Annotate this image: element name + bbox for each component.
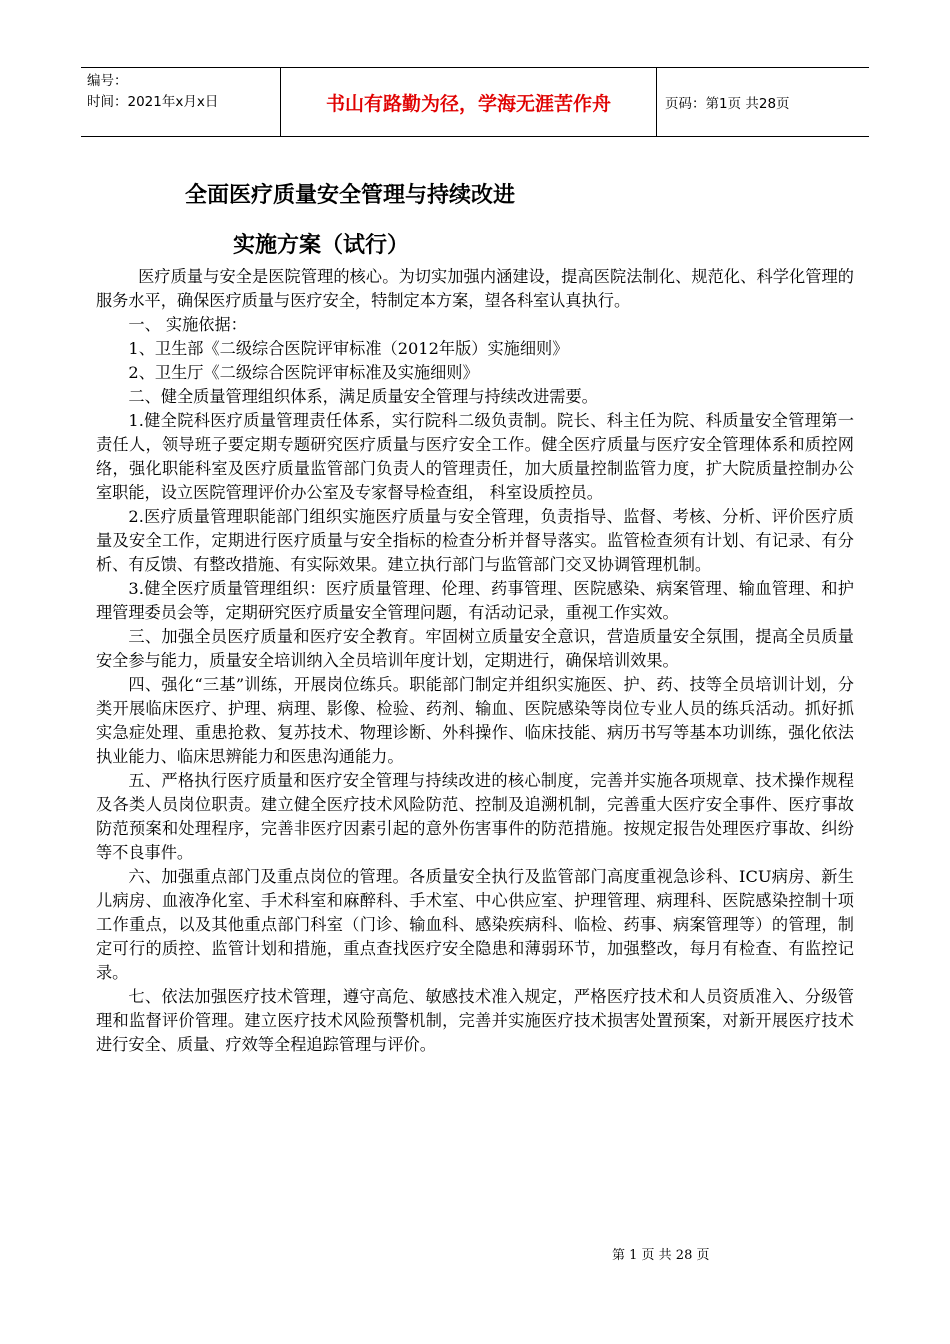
header-table (81, 67, 869, 137)
paragraph-item-2-1: 1.健全院科医疗质量管理责任体系，实行院科二级负责制。院长、科主任为院、科质量安全管理第一责任人，领导班子要定期专题研究医疗质量与医疗安全工作。健全医疗质量与医疗安全管理体系和质控网络，强化职能科室及医疗质量监管部门负责人的管理责任，加大质量控制监管力度，扩大院质量控制办公室职能，设立医院管理评价办公室及专家督导检查组， 科室设质控员。 (96, 411, 854, 502)
paragraph-basis-2: 2、卫生厅《二级综合医院评审标准及实施细则》 (128, 363, 479, 382)
paragraph-section-4: 四、强化“三基”训练，开展岗位练兵。职能部门制定并组织实施医、护、药、技等全员培训计划，分类开展临床医疗、护理、病理、影像、检验、药剂、输血、医院感染等岗位专业人员的练兵活动。抓好抓实急症处理、重患抢救、复苏技术、物理诊断、外科操作、临床技能、病历书写等基本功训练，强化依法执业能力、临床思辨能力和医患沟通能力。 (96, 675, 854, 766)
paragraph-section-7: 七、依法加强医疗技术管理，遵守高危、敏感技术准入规定，严格医疗技术和人员资质准入、分级管理和监督评价管理。建立医疗技术风险预警机制，完善并实施医疗技术损害处置预案，对新开展医疗技术进行安全、质量、疗效等全程追踪管理与评价。 (96, 987, 854, 1054)
paragraph-item-2-3: 3.健全医疗质量管理组织：医疗质量管理、伦理、药事管理、医院感染、病案管理、输血管理、和护理管理委员会等，定期研究医疗质量安全管理问题，有活动记录，重视工作实效。 (96, 579, 854, 622)
header-page-info: 页码：第1页 共28页 (665, 96, 790, 112)
number-label: 编号： (87, 73, 128, 89)
paragraph-section-3: 三、加强全员医疗质量和医疗安全教育。牢固树立质量安全意识，营造质量安全氛围，提高全员质量安全参与能力，质量安全培训纳入全员培训年度计划，定期进行，确保培训效果。 (96, 627, 854, 670)
document-title-line1: 全面医疗质量安全管理与持续改进 (185, 183, 516, 208)
document-body (96, 265, 854, 1057)
document-title-line2: 实施方案（试行） (233, 233, 410, 258)
paragraph-section-2: 二、健全质量管理组织体系，满足质量安全管理与持续改进需要。 (128, 387, 598, 406)
time-label: 时间：2021年x月x日 (87, 94, 219, 110)
page-footer: 第 1 页 共 28 页 (612, 1248, 710, 1263)
paragraph-item-2-2: 2.医疗质量管理职能部门组织实施医疗质量与安全管理，负责指导、监督、考核、分析、评价医疗质量及安全工作，定期进行医疗质量与安全指标的检查分析并督导落实。监管检查须有计划、有记录、有分析、有反馈、有整改措施、有实际效果。建立执行部门与监管部门交叉协调管理机制。 (96, 507, 854, 574)
header-motto: 书山有路勤为径，学海无涯苦作舟 (281, 68, 657, 136)
paragraph-intro: 医疗质量与安全是医院管理的核心。为切实加强内涵建设，提高医院法制化、规范化、科学化管理的服务水平，确保医疗质量与医疗安全，特制定本方案，望各科室认真执行。 (96, 267, 854, 310)
paragraph-section-5: 五、严格执行医疗质量和医疗安全管理与持续改进的核心制度，完善并实施各项规章、技术操作规程及各类人员岗位职责。建立健全医疗技术风险防范、控制及追溯机制，完善重大医疗安全事件、医疗事故防范预案和处理程序，完善非医疗因素引起的意外伤害事件的防范措施。按规定报告处理医疗事故、纠纷等不良事件。 (96, 771, 854, 862)
paragraph-basis-1: 1、卫生部《二级综合医院评审标准（2012年版）实施细则》 (128, 339, 569, 358)
paragraph-section-1: 一、 实施依据： (128, 315, 247, 334)
header-meta (81, 68, 281, 136)
paragraph-section-6: 六、加强重点部门及重点岗位的管理。各质量安全执行及监管部门高度重视急诊科、ICU病房、新生儿病房、血液净化室、手术科室和麻醉科、手术室、中心供应室、护理管理、病理科、医院感染控制十项工作重点，以及其他重点部门科室（门诊、输血科、感染疾病科、临检、药事、病案管理等）的管理，制定可行的质控、监管计划和措施，重点查找医疗安全隐患和薄弱环节，加强整改，每月有检查、有监控记录。 (96, 867, 854, 982)
